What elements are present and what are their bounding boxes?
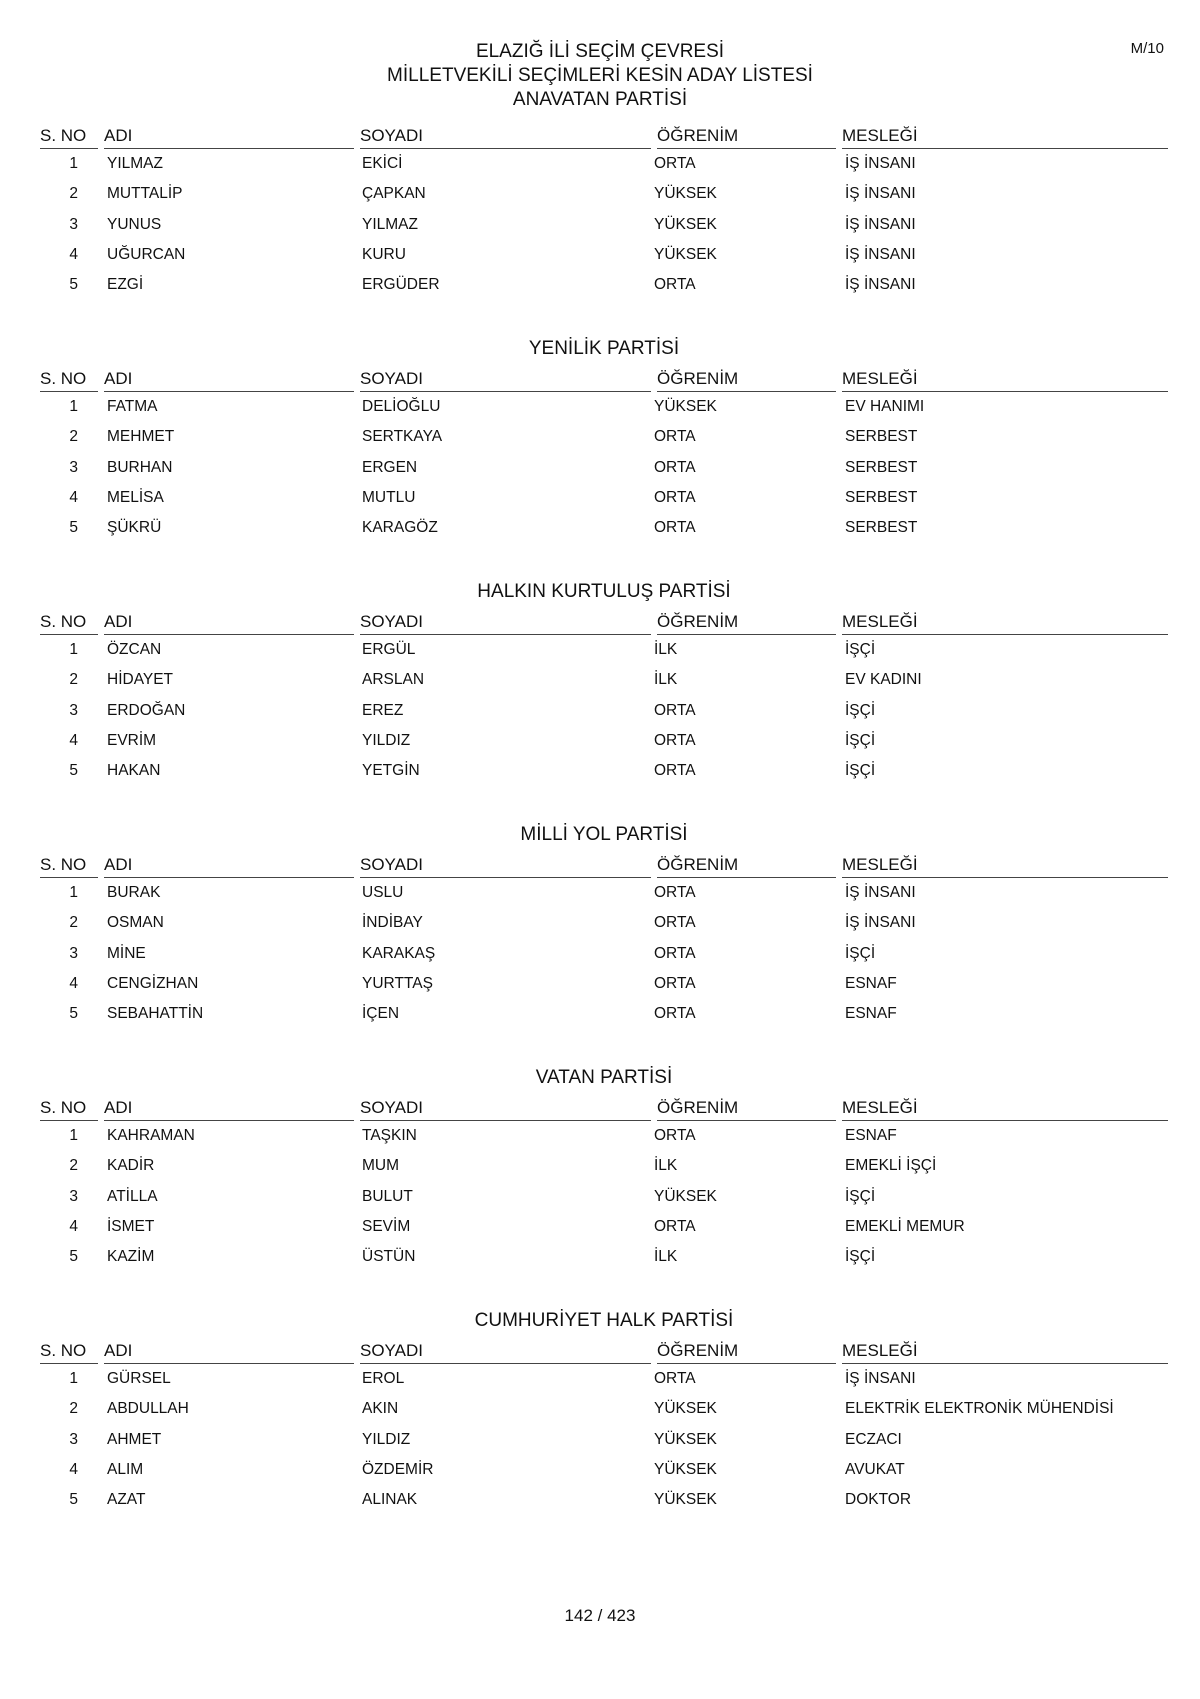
cell-soyadi: SERTKAYA xyxy=(362,428,443,446)
column-header-meslegi: MESLEĞİ xyxy=(842,126,1168,149)
column-header-soyadi: SOYADI xyxy=(360,855,651,878)
party-title: VATAN PARTİSİ xyxy=(535,1067,673,1088)
cell-sno: 4 xyxy=(69,1217,78,1235)
party-title: YENİLİK PARTİSİ xyxy=(528,338,680,359)
candidate-row xyxy=(40,1455,1168,1485)
cell-meslegi: ELEKTRİK ELEKTRONİK MÜHENDİSİ xyxy=(845,1400,1114,1418)
cell-adi: ATİLLA xyxy=(107,1187,158,1205)
cell-ogrenim: YÜKSEK xyxy=(654,398,717,415)
header-line-2: MİLLETVEKİLİ SEÇİMLERİ KESİN ADAY LİSTESİ xyxy=(387,65,813,86)
cell-adi: HİDAYET xyxy=(107,671,174,689)
candidate-row xyxy=(40,635,1168,665)
cell-meslegi: EV HANIMI xyxy=(845,398,925,415)
cell-meslegi: İŞ İNSANI xyxy=(845,185,916,203)
party-section xyxy=(40,122,1168,337)
cell-sno: 3 xyxy=(69,944,78,962)
cell-meslegi: İŞ İNSANI xyxy=(845,245,916,263)
cell-soyadi: BULUT xyxy=(362,1187,413,1205)
cell-ogrenim: YÜKSEK xyxy=(654,1491,717,1509)
cell-sno: 2 xyxy=(69,185,78,203)
cell-ogrenim: YÜKSEK xyxy=(654,245,717,263)
cell-meslegi: AVUKAT xyxy=(845,1460,905,1478)
cell-sno: 5 xyxy=(69,1248,78,1266)
cell-ogrenim: YÜKSEK xyxy=(654,1400,717,1418)
column-header-ogrenim: ÖĞRENİM xyxy=(657,1098,836,1121)
cell-soyadi: ÜSTÜN xyxy=(362,1248,416,1266)
column-header-sno: S. NO xyxy=(40,1098,98,1121)
cell-meslegi: EMEKLİ MEMUR xyxy=(845,1217,965,1235)
candidate-row xyxy=(40,1364,1168,1394)
cell-ogrenim: İLK xyxy=(654,641,678,658)
column-header-ogrenim: ÖĞRENİM xyxy=(657,1341,836,1364)
candidate-row xyxy=(40,1394,1168,1424)
cell-adi: EVRİM xyxy=(107,731,157,749)
header-line-1: ELAZIĞ İLİ SEÇİM ÇEVRESİ xyxy=(475,41,725,62)
candidate-row xyxy=(40,696,1168,726)
cell-meslegi: İŞÇİ xyxy=(845,762,876,780)
cell-adi: HAKAN xyxy=(107,762,161,780)
cell-meslegi: SERBEST xyxy=(845,519,918,537)
cell-soyadi: TAŞKIN xyxy=(362,1127,417,1144)
cell-adi: BURHAN xyxy=(107,458,173,476)
cell-sno: 3 xyxy=(69,1187,78,1205)
cell-meslegi: ESNAF xyxy=(845,1127,897,1144)
cell-meslegi: SERBEST xyxy=(845,488,918,506)
cell-soyadi: YILDIZ xyxy=(362,1430,411,1448)
cell-soyadi: EKİCİ xyxy=(362,155,403,172)
candidate-row xyxy=(40,1151,1168,1181)
cell-soyadi: ÇAPKAN xyxy=(362,185,426,203)
cell-adi: KAHRAMAN xyxy=(107,1127,195,1144)
cell-ogrenim: İLK xyxy=(654,1248,678,1266)
column-header-row xyxy=(40,851,1168,878)
cell-ogrenim: ORTA xyxy=(654,155,696,172)
column-header-meslegi: MESLEĞİ xyxy=(842,1341,1168,1364)
cell-soyadi: İÇEN xyxy=(362,1005,400,1023)
cell-soyadi: EROL xyxy=(362,1370,405,1387)
column-header-sno: S. NO xyxy=(40,612,98,635)
cell-adi: YILMAZ xyxy=(107,155,163,172)
cell-sno: 3 xyxy=(69,1430,78,1448)
cell-sno: 4 xyxy=(69,1460,78,1478)
cell-adi: MELİSA xyxy=(107,488,164,506)
cell-adi: KAZİM xyxy=(107,1248,155,1266)
cell-sno: 5 xyxy=(69,1491,78,1509)
cell-sno: 3 xyxy=(69,701,78,719)
cell-ogrenim: ORTA xyxy=(654,276,696,294)
party-section xyxy=(40,1309,1168,1552)
column-header-meslegi: MESLEĞİ xyxy=(842,612,1168,635)
candidate-row xyxy=(40,1212,1168,1242)
candidate-row xyxy=(40,483,1168,513)
cell-soyadi: AKIN xyxy=(362,1400,399,1418)
candidate-row xyxy=(40,149,1168,179)
cell-soyadi: KARAGÖZ xyxy=(362,519,438,537)
cell-sno: 4 xyxy=(69,488,78,506)
cell-ogrenim: YÜKSEK xyxy=(654,1430,717,1448)
cell-adi: KADİR xyxy=(107,1157,155,1175)
cell-sno: 3 xyxy=(69,458,78,476)
cell-soyadi: ARSLAN xyxy=(362,671,425,689)
cell-adi: GÜRSEL xyxy=(107,1370,171,1387)
candidate-row xyxy=(40,726,1168,756)
cell-meslegi: ESNAF xyxy=(845,974,897,992)
cell-meslegi: SERBEST xyxy=(845,458,918,476)
cell-meslegi: EMEKLİ İŞÇİ xyxy=(845,1157,937,1175)
cell-ogrenim: YÜKSEK xyxy=(654,1187,717,1205)
column-header-ogrenim: ÖĞRENİM xyxy=(657,369,836,392)
cell-sno: 5 xyxy=(69,1005,78,1023)
column-header-meslegi: MESLEĞİ xyxy=(842,855,1168,878)
cell-sno: 2 xyxy=(69,1157,78,1175)
cell-ogrenim: ORTA xyxy=(654,944,696,962)
candidate-row xyxy=(40,878,1168,908)
column-header-sno: S. NO xyxy=(40,855,98,878)
cell-soyadi: EREZ xyxy=(362,701,404,719)
cell-adi: MEHMET xyxy=(107,428,175,446)
cell-sno: 2 xyxy=(69,914,78,932)
cell-soyadi: YURTTAŞ xyxy=(362,974,433,992)
cell-soyadi: ERGÜL xyxy=(362,641,416,658)
cell-meslegi: İŞ İNSANI xyxy=(845,276,916,294)
cell-meslegi: İŞÇİ xyxy=(845,1248,876,1266)
cell-soyadi: ERGEN xyxy=(362,458,418,476)
cell-adi: ŞÜKRÜ xyxy=(107,519,162,537)
cell-ogrenim: YÜKSEK xyxy=(654,1460,717,1478)
cell-meslegi: İŞÇİ xyxy=(845,701,876,719)
cell-meslegi: İŞÇİ xyxy=(845,641,876,658)
cell-sno: 5 xyxy=(69,276,78,294)
cell-adi: UĞURCAN xyxy=(107,245,186,263)
cell-adi: FATMA xyxy=(107,398,158,415)
cell-soyadi: SEVİM xyxy=(362,1217,411,1235)
candidate-row xyxy=(40,392,1168,422)
cell-ogrenim: ORTA xyxy=(654,519,696,537)
cell-adi: ERDOĞAN xyxy=(107,701,186,719)
cell-ogrenim: ORTA xyxy=(654,884,696,901)
candidate-row xyxy=(40,1485,1168,1515)
cell-sno: 1 xyxy=(69,398,78,415)
cell-adi: OSMAN xyxy=(107,914,164,932)
cell-ogrenim: ORTA xyxy=(654,1217,696,1235)
column-header-adi: ADI xyxy=(104,369,354,392)
column-header-soyadi: SOYADI xyxy=(360,126,651,149)
cell-meslegi: ECZACI xyxy=(845,1430,902,1448)
cell-meslegi: SERBEST xyxy=(845,428,918,446)
candidate-row xyxy=(40,513,1168,543)
party-section xyxy=(40,580,1168,823)
cell-ogrenim: ORTA xyxy=(654,731,696,749)
cell-meslegi: İŞÇİ xyxy=(845,944,876,962)
candidate-row xyxy=(40,270,1168,300)
candidate-row xyxy=(40,1425,1168,1455)
cell-soyadi: ALINAK xyxy=(362,1491,418,1509)
cell-soyadi: MUTLU xyxy=(362,488,416,506)
column-header-ogrenim: ÖĞRENİM xyxy=(657,855,836,878)
cell-soyadi: ÖZDEMİR xyxy=(362,1460,434,1478)
candidate-row xyxy=(40,179,1168,209)
party-section xyxy=(40,823,1168,1066)
column-header-adi: ADI xyxy=(104,612,354,635)
cell-meslegi: İŞ İNSANI xyxy=(845,215,916,233)
column-header-row xyxy=(40,365,1168,392)
candidate-row xyxy=(40,908,1168,938)
cell-soyadi: YILMAZ xyxy=(362,215,418,233)
column-header-adi: ADI xyxy=(104,126,354,149)
cell-soyadi: YILDIZ xyxy=(362,731,411,749)
column-header-meslegi: MESLEĞİ xyxy=(842,1098,1168,1121)
candidate-row xyxy=(40,453,1168,483)
cell-ogrenim: ORTA xyxy=(654,428,696,446)
cell-adi: MİNE xyxy=(107,944,146,962)
document-header xyxy=(0,40,1200,112)
cell-meslegi: İŞ İNSANI xyxy=(845,914,916,932)
cell-soyadi: KURU xyxy=(362,245,406,263)
cell-sno: 1 xyxy=(69,1370,78,1387)
cell-sno: 2 xyxy=(69,428,78,446)
cell-meslegi: ESNAF xyxy=(845,1005,897,1023)
candidate-row xyxy=(40,1242,1168,1272)
cell-ogrenim: İLK xyxy=(654,671,678,689)
cell-soyadi: YETGİN xyxy=(362,762,420,780)
cell-adi: ABDULLAH xyxy=(107,1400,189,1418)
candidate-row xyxy=(40,999,1168,1029)
cell-adi: SEBAHATTİN xyxy=(107,1005,204,1023)
party-title: CUMHURİYET HALK PARTİSİ xyxy=(474,1310,734,1331)
cell-adi: MUTTALİP xyxy=(107,185,183,203)
cell-ogrenim: ORTA xyxy=(654,914,696,932)
cell-adi: YUNUS xyxy=(107,215,162,233)
page-number: 142 / 423 xyxy=(564,1606,636,1625)
candidate-row xyxy=(40,240,1168,270)
cell-adi: ALIM xyxy=(107,1460,144,1478)
column-header-soyadi: SOYADI xyxy=(360,1098,651,1121)
column-header-adi: ADI xyxy=(104,1098,354,1121)
candidate-row xyxy=(40,665,1168,695)
party-section xyxy=(40,337,1168,580)
cell-sno: 5 xyxy=(69,762,78,780)
cell-ogrenim: ORTA xyxy=(654,974,696,992)
page-code: M/10 xyxy=(1130,40,1164,57)
cell-adi: EZGİ xyxy=(107,276,144,294)
cell-adi: BURAK xyxy=(107,884,161,901)
cell-soyadi: ERGÜDER xyxy=(362,276,440,294)
candidate-row xyxy=(40,969,1168,999)
cell-sno: 5 xyxy=(69,519,78,537)
cell-sno: 1 xyxy=(69,155,78,172)
cell-sno: 1 xyxy=(69,884,78,901)
candidate-row xyxy=(40,1182,1168,1212)
cell-meslegi: İŞÇİ xyxy=(845,731,876,749)
party-sections xyxy=(40,122,1168,1552)
cell-ogrenim: İLK xyxy=(654,1157,678,1175)
candidate-row xyxy=(40,756,1168,786)
candidate-row xyxy=(40,939,1168,969)
cell-ogrenim: ORTA xyxy=(654,1005,696,1023)
cell-ogrenim: ORTA xyxy=(654,1370,696,1387)
cell-ogrenim: YÜKSEK xyxy=(654,185,717,203)
cell-sno: 2 xyxy=(69,671,78,689)
cell-sno: 4 xyxy=(69,731,78,749)
cell-ogrenim: ORTA xyxy=(654,762,696,780)
cell-ogrenim: YÜKSEK xyxy=(654,215,717,233)
column-header-meslegi: MESLEĞİ xyxy=(842,369,1168,392)
column-header-sno: S. NO xyxy=(40,1341,98,1364)
cell-ogrenim: ORTA xyxy=(654,1127,696,1144)
party-title: MİLLİ YOL PARTİSİ xyxy=(520,824,688,845)
cell-sno: 4 xyxy=(69,974,78,992)
cell-meslegi: İŞÇİ xyxy=(845,1187,876,1205)
column-header-ogrenim: ÖĞRENİM xyxy=(657,612,836,635)
column-header-sno: S. NO xyxy=(40,126,98,149)
cell-sno: 1 xyxy=(69,1127,78,1144)
column-header-soyadi: SOYADI xyxy=(360,1341,651,1364)
cell-adi: AZAT xyxy=(107,1491,146,1509)
cell-adi: ÖZCAN xyxy=(107,641,162,658)
column-header-row xyxy=(40,1094,1168,1121)
cell-soyadi: MUM xyxy=(362,1157,400,1175)
candidate-row xyxy=(40,210,1168,240)
cell-ogrenim: ORTA xyxy=(654,701,696,719)
cell-meslegi: İŞ İNSANI xyxy=(845,1370,916,1387)
column-header-soyadi: SOYADI xyxy=(360,369,651,392)
column-header-row xyxy=(40,122,1168,149)
party-title: HALKIN KURTULUŞ PARTİSİ xyxy=(477,581,731,602)
cell-adi: İSMET xyxy=(107,1217,155,1235)
cell-meslegi: İŞ İNSANI xyxy=(845,884,916,901)
cell-sno: 3 xyxy=(69,215,78,233)
column-header-sno: S. NO xyxy=(40,369,98,392)
candidate-row xyxy=(40,1121,1168,1151)
column-header-ogrenim: ÖĞRENİM xyxy=(657,126,836,149)
column-header-row xyxy=(40,608,1168,635)
party-section xyxy=(40,1066,1168,1309)
cell-ogrenim: ORTA xyxy=(654,488,696,506)
cell-sno: 1 xyxy=(69,641,78,658)
cell-soyadi: KARAKAŞ xyxy=(362,944,436,962)
column-header-row xyxy=(40,1337,1168,1364)
candidate-row xyxy=(40,422,1168,452)
cell-sno: 4 xyxy=(69,245,78,263)
cell-soyadi: USLU xyxy=(362,884,404,901)
cell-meslegi: İŞ İNSANI xyxy=(845,155,916,172)
column-header-adi: ADI xyxy=(104,1341,354,1364)
cell-sno: 2 xyxy=(69,1400,78,1418)
header-line-3: ANAVATAN PARTİSİ xyxy=(512,89,688,110)
cell-soyadi: İNDİBAY xyxy=(362,914,423,932)
column-header-soyadi: SOYADI xyxy=(360,612,651,635)
cell-adi: CENGİZHAN xyxy=(107,974,199,992)
cell-adi: AHMET xyxy=(107,1430,162,1448)
cell-ogrenim: ORTA xyxy=(654,458,696,476)
column-header-adi: ADI xyxy=(104,855,354,878)
cell-meslegi: EV KADINI xyxy=(845,671,922,689)
cell-soyadi: DELİOĞLU xyxy=(362,398,441,415)
cell-meslegi: DOKTOR xyxy=(845,1491,912,1509)
